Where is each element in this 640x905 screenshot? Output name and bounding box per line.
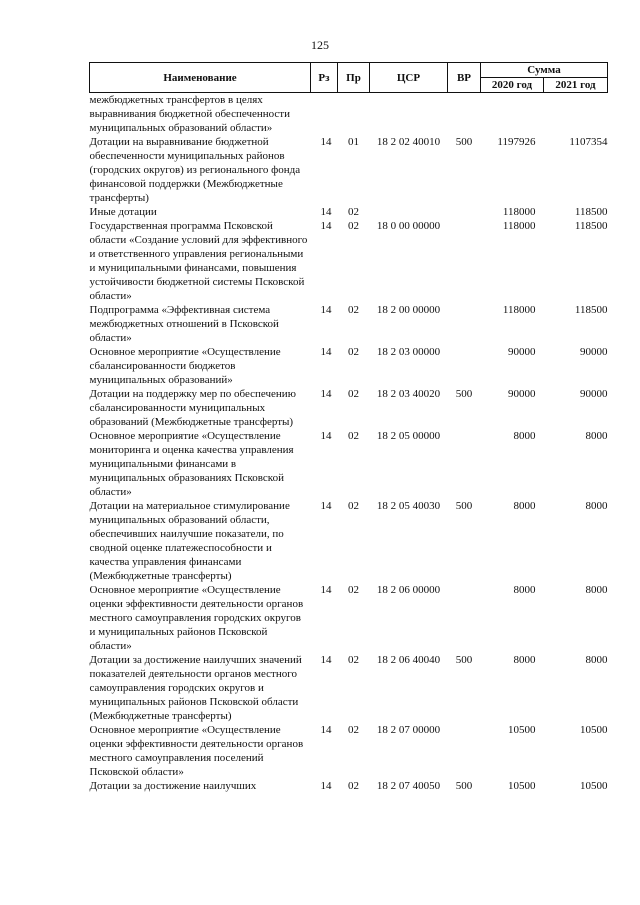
row-name: Дотации на поддержку мер по обеспечению сбалансированности муниципальных образований (Межбюджетные трансферты) [89, 388, 296, 428]
row-csr: 18 2 00 00000 [376, 304, 441, 316]
row-vr [448, 303, 481, 345]
budget-sheet [89, 62, 607, 793]
row-name: межбюджетных трансфертов в целях выравнивания бюджетной обеспеченности муниципальных образований области» [89, 94, 290, 134]
row-sum-2021: 8000 [585, 654, 608, 666]
row-pr: 02 [348, 206, 359, 218]
row-sum-2020 [481, 93, 544, 136]
row-name: Основное мероприятие «Осуществление оценки эффективности деятельности органов местного самоуправления поселений Псковской области» [89, 724, 304, 778]
row-rz: 14 [320, 388, 332, 400]
row-rz: 14 [320, 430, 332, 442]
row-sum-2021: 90000 [580, 388, 608, 400]
row-vr: 500 [455, 500, 473, 512]
budget-table [89, 62, 608, 793]
header-year-2020: 2020 год [481, 78, 544, 93]
table-row [90, 499, 608, 583]
row-rz: 14 [320, 304, 332, 316]
row-vr: 500 [455, 780, 473, 792]
row-csr: 18 2 06 40040 [376, 654, 441, 666]
row-vr [448, 345, 481, 387]
header-vr: ВР [448, 63, 481, 93]
row-pr: 02 [348, 584, 359, 596]
row-sum-2021: 118500 [574, 206, 608, 218]
row-csr: 18 2 03 40020 [376, 388, 441, 400]
row-rz: 14 [320, 206, 332, 218]
row-vr: 500 [455, 136, 473, 148]
row-sum-2021: 8000 [585, 584, 608, 596]
header-pr: Пр [338, 63, 370, 93]
table-row [90, 205, 608, 219]
row-rz: 14 [320, 654, 332, 666]
row-sum-2020: 8000 [513, 584, 536, 596]
row-pr: 02 [348, 780, 359, 792]
row-name: Дотации на материальное стимулирование муниципальных образований области, обеспечивших наилучшие показатели, по сводной оценке платежеспособности и качества управления финансами (Межбюджетные трансферты) [89, 500, 290, 582]
row-csr [370, 93, 448, 136]
row-vr: 500 [455, 654, 473, 666]
row-sum-2021: 1107354 [569, 136, 608, 148]
row-pr: 02 [348, 500, 359, 512]
row-sum-2021: 10500 [580, 780, 608, 792]
row-sum-2021: 8000 [585, 430, 608, 442]
row-name: Подпрограмма «Эффективная система межбюджетных отношений в Псковской области» [89, 304, 279, 344]
row-sum-2020: 118000 [502, 220, 536, 232]
row-pr: 02 [348, 220, 359, 232]
row-name: Основное мероприятие «Осуществление сбалансированности бюджетов муниципальных образований» [89, 346, 281, 386]
row-sum-2020: 10500 [508, 724, 536, 736]
row-name: Государственная программа Псковской области «Создание условий для эффективного и ответственного управления региональными и муниципальными финансами, повышения устойчивости бюджетной системы Псковской области» [89, 220, 308, 302]
row-name: Дотации за достижение наилучших значений показателей деятельности органов местного самоуправления городских округов и муниципальных районов Псковской области (Межбюджетные трансферты) [89, 654, 302, 722]
table-row [90, 135, 608, 205]
table-row [90, 779, 608, 793]
table-row [90, 583, 608, 653]
row-pr: 02 [348, 654, 359, 666]
row-csr: 18 2 03 00000 [376, 346, 441, 358]
row-sum-2020: 10500 [508, 780, 536, 792]
table-row [90, 387, 608, 429]
header-sum: Сумма [481, 63, 608, 78]
row-csr: 18 2 06 00000 [376, 584, 441, 596]
row-vr [448, 429, 481, 499]
row-rz: 14 [320, 584, 332, 596]
row-rz: 14 [320, 780, 332, 792]
row-name: Иные дотации [89, 206, 157, 218]
row-name: Основное мероприятие «Осуществление оценки эффективности деятельности органов местного самоуправления городских округов и муниципальных районов Псковской области» [89, 584, 304, 652]
row-sum-2020: 118000 [502, 206, 536, 218]
header-year-2021: 2021 год [544, 78, 608, 93]
table-row [90, 345, 608, 387]
row-sum-2020: 8000 [513, 500, 536, 512]
row-csr: 18 0 00 00000 [376, 220, 441, 232]
row-rz: 14 [320, 346, 332, 358]
row-vr [448, 723, 481, 779]
row-vr: 500 [455, 388, 473, 400]
row-vr [448, 583, 481, 653]
row-sum-2021: 118500 [574, 304, 608, 316]
table-row [90, 653, 608, 723]
row-csr: 18 2 07 40050 [376, 780, 441, 792]
row-name: Дотации на выравнивание бюджетной обеспеченности муниципальных районов (городских округов) из регионального фонда финансовой поддержки (Межбюджетные трансферты) [89, 136, 301, 204]
table-row [90, 303, 608, 345]
row-pr: 02 [348, 430, 359, 442]
row-rz: 14 [320, 724, 332, 736]
row-pr [338, 93, 370, 136]
row-pr: 02 [348, 346, 359, 358]
row-vr [448, 219, 481, 303]
row-sum-2020: 8000 [513, 430, 536, 442]
table-header [90, 63, 608, 93]
row-sum-2020: 8000 [513, 654, 536, 666]
row-sum-2021: 118500 [574, 220, 608, 232]
header-csr: ЦСР [370, 63, 448, 93]
row-vr [448, 93, 481, 136]
row-rz: 14 [320, 220, 332, 232]
table-row [90, 429, 608, 499]
row-sum-2020: 118000 [502, 304, 536, 316]
row-sum-2021: 10500 [580, 724, 608, 736]
row-csr: 18 2 05 40030 [376, 500, 441, 512]
row-csr: 18 2 07 00000 [376, 724, 441, 736]
row-name: Дотации за достижение наилучших [89, 780, 257, 792]
row-pr: 02 [348, 724, 359, 736]
row-vr [448, 205, 481, 219]
row-rz [311, 93, 338, 136]
row-rz: 14 [320, 136, 332, 148]
row-csr: 18 2 02 40010 [376, 136, 441, 148]
row-sum-2021: 8000 [585, 500, 608, 512]
table-row [90, 93, 608, 136]
row-sum-2020: 90000 [508, 346, 536, 358]
row-pr: 02 [348, 304, 359, 316]
row-sum-2020: 1197926 [497, 136, 536, 148]
row-sum-2021 [544, 93, 608, 136]
row-sum-2021: 90000 [580, 346, 608, 358]
row-pr: 01 [348, 136, 359, 148]
table-row [90, 723, 608, 779]
table-row [90, 219, 608, 303]
header-rz: Рз [311, 63, 338, 93]
row-rz: 14 [320, 500, 332, 512]
row-csr: 18 2 05 00000 [376, 430, 441, 442]
header-name: Наименование [90, 63, 311, 93]
page-number: 125 [311, 38, 329, 52]
row-sum-2020: 90000 [508, 388, 536, 400]
row-pr: 02 [348, 388, 359, 400]
row-name: Основное мероприятие «Осуществление мониторинга и оценка качества управления муниципальными финансами в муниципальных образованиях Псковской области» [89, 430, 294, 498]
table-body [90, 93, 608, 794]
row-csr [370, 205, 448, 219]
